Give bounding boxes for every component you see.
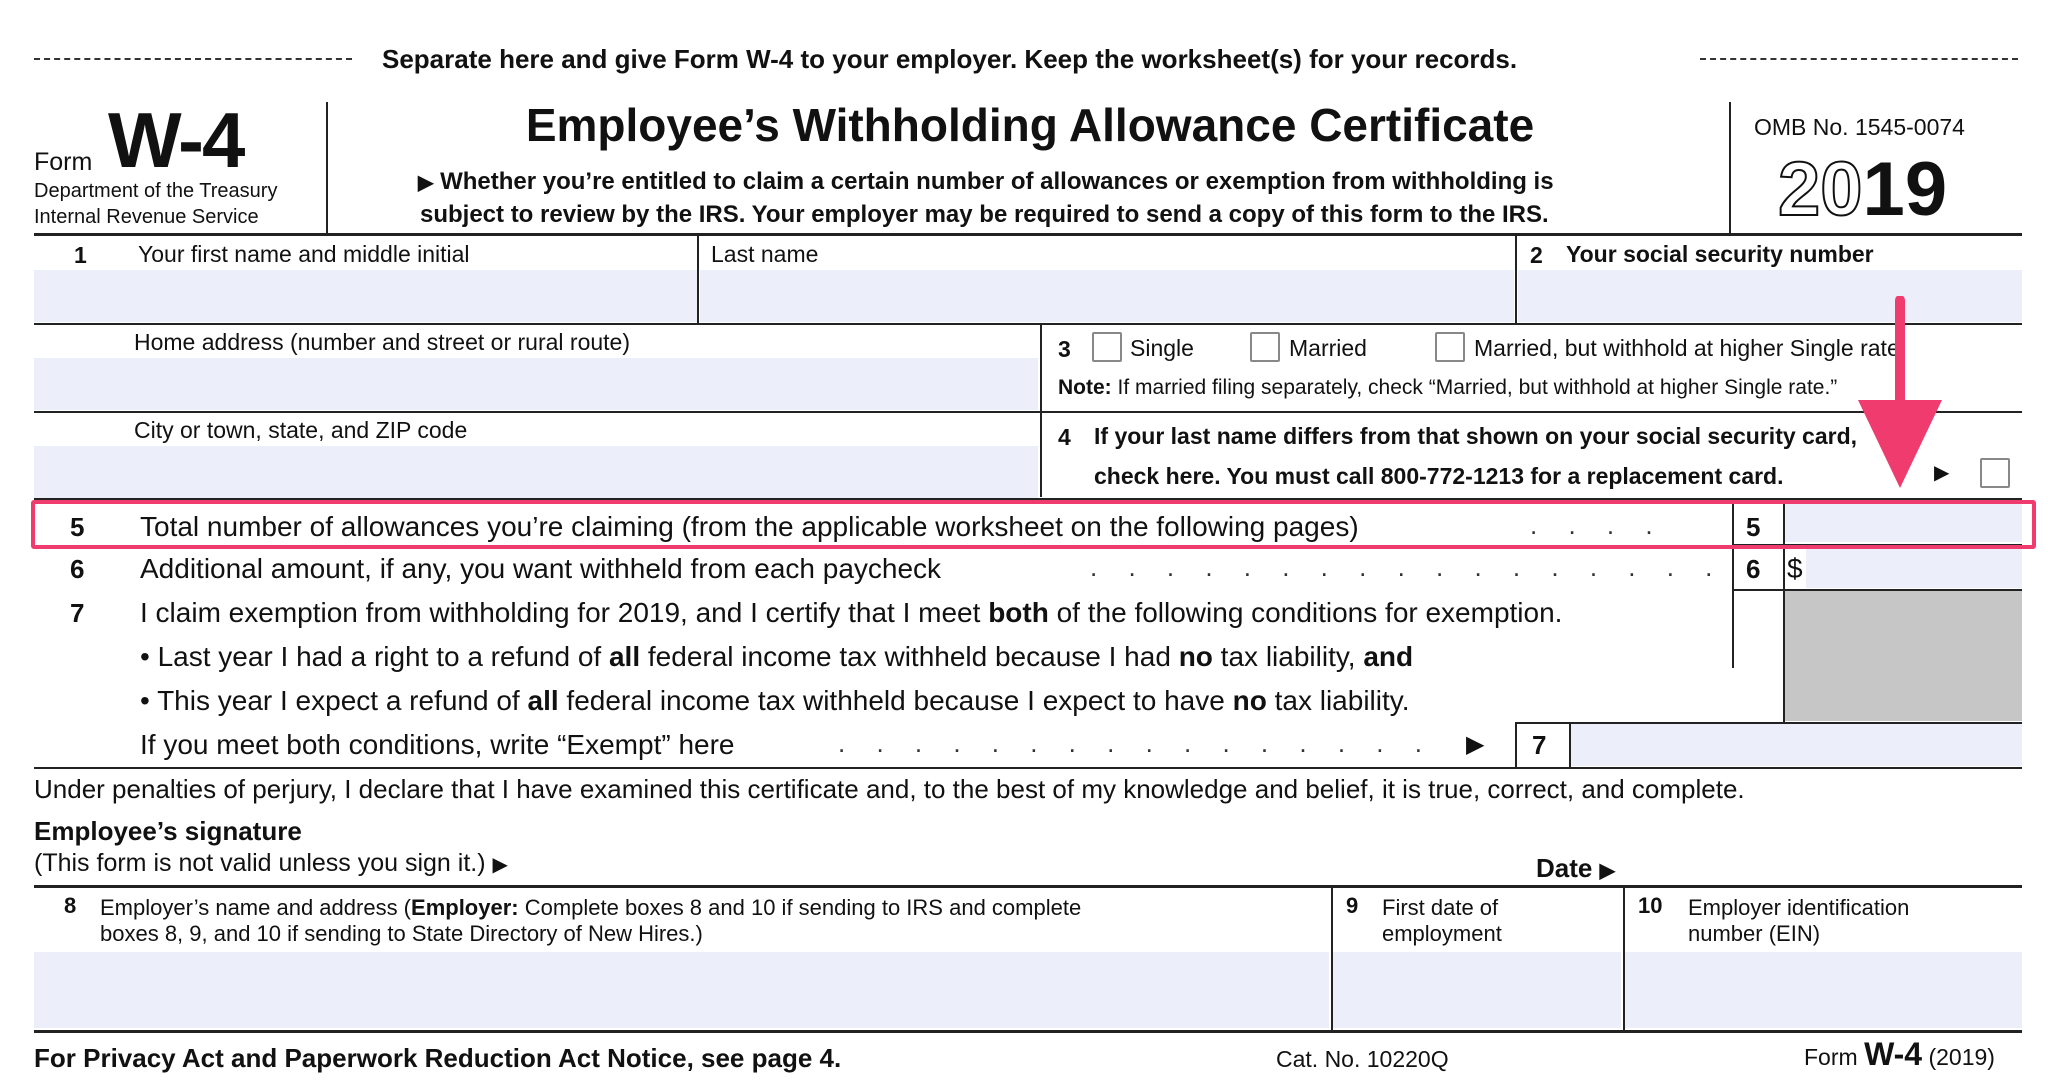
header-bottom-rule <box>34 233 2022 236</box>
privacy-notice: For Privacy Act and Paperwork Reduction Act Notice, see page 4. <box>34 1043 842 1073</box>
signature-arrow-icon: ▶ <box>492 854 508 876</box>
date-field[interactable] <box>1640 840 2020 884</box>
line1-bottom-rule <box>34 323 2022 325</box>
city-state-zip-input[interactable] <box>34 446 1038 498</box>
ssn-label: Your social security number <box>1566 241 1874 267</box>
line-4-number: 4 <box>1058 424 1071 450</box>
header-subtitle-2: subject to review by the IRS. Your employer may be required to send a copy of this form to the IRS. <box>420 201 1549 228</box>
line7-bottom-rule <box>34 767 2022 769</box>
line-7-number: 7 <box>70 598 85 628</box>
employer-name-address-input[interactable] <box>34 952 1329 1028</box>
line-10-text-2: number (EIN) <box>1688 921 1821 946</box>
omb-number: OMB No. 1545-0074 <box>1754 114 1965 140</box>
header-divider-left <box>326 102 328 234</box>
line1-divider-b <box>1515 235 1517 323</box>
name-differs-checkbox[interactable] <box>1980 458 2010 488</box>
married-label: Married <box>1289 335 1367 361</box>
line-9-text-1: First date of <box>1382 895 1499 920</box>
line-7-intro: I claim exemption from withholding for 2019, and I certify that I meet both of the following conditions for exemption. <box>140 597 1563 628</box>
top-banner: Separate here and give Form W-4 to your employer. Keep the worksheet(s) for your records. <box>382 44 1518 74</box>
additional-amount-input[interactable] <box>1806 546 2022 588</box>
address-bottom-rule <box>34 411 2022 413</box>
line-1-number: 1 <box>74 242 87 268</box>
line-6-text: Additional amount, if any, you want withheld from each paycheck <box>140 553 942 584</box>
married-higher-rate-label: Married, but withhold at higher Single rate. <box>1474 335 1907 361</box>
line-7-exempt-text: If you meet both conditions, write “Exempt” here <box>140 729 735 760</box>
line-9-text-2: employment <box>1382 921 1502 946</box>
triangle-right-icon: ▶ <box>418 172 434 194</box>
married-checkbox[interactable] <box>1250 332 1280 362</box>
ein-input[interactable] <box>1625 952 2022 1028</box>
currency-sign: $ <box>1787 553 1803 584</box>
line-8-text-2: boxes 8, 9, and 10 if sending to State Directory of New Hires.) <box>100 921 703 946</box>
pointer-arrow-icon <box>1852 296 1948 492</box>
home-address-input[interactable] <box>34 358 1038 410</box>
tax-year-outline: 20 <box>1778 147 1863 232</box>
city-state-zip-label: City or town, state, and ZIP code <box>134 417 468 443</box>
first-name-input[interactable] <box>34 270 698 322</box>
tax-year <box>1778 147 1948 232</box>
line1-divider-a <box>697 235 699 323</box>
last-name-label: Last name <box>711 241 819 267</box>
cut-line-left <box>34 58 352 60</box>
line-4-arrow-icon: ▶ <box>1934 462 1950 484</box>
first-date-employment-input[interactable] <box>1333 952 1621 1028</box>
single-checkbox[interactable] <box>1092 332 1122 362</box>
line-5-highlight-box <box>31 500 2036 549</box>
line-8-text-1: Employer’s name and address (Employer: Complete boxes 8 and 10 if sending to IRS and complete <box>100 895 1082 920</box>
line-4-text-2: check here. You must call 800-772-1213 for a replacement card. <box>1094 463 1784 489</box>
line-5-box-number: 5 <box>1746 512 1761 542</box>
header-divider-right <box>1729 102 1731 234</box>
line-6-leader: . . . . . . . . . . . . . . . . . <box>1090 552 1725 582</box>
line-6-box-number: 6 <box>1746 554 1761 584</box>
line-10-number: 10 <box>1638 893 1663 918</box>
signature-bottom-rule <box>34 885 2022 888</box>
dept-treasury: Department of the Treasury <box>34 180 278 202</box>
cut-line-right <box>1700 58 2018 60</box>
signature-note: (This form is not valid unless you sign it.) ▶ <box>34 849 508 877</box>
line7-box-divider-a <box>1515 722 1517 768</box>
catalog-number: Cat. No. 10220Q <box>1276 1046 1449 1072</box>
first-name-label: Your first name and middle initial <box>138 241 470 267</box>
last-name-input[interactable] <box>700 270 1514 322</box>
form-title: Employee’s Withholding Allowance Certificate <box>525 99 1535 151</box>
line-6-number: 6 <box>70 554 85 584</box>
perjury-statement: Under penalties of perjury, I declare that I have examined this certificate and, to the best of my knowledge and belief, it is true, correct, and complete. <box>34 774 1745 804</box>
signature-label: Employee’s signature <box>34 816 302 846</box>
line-5-text: Total number of allowances you’re claiming (from the applicable worksheet on the following pages) <box>140 511 1359 542</box>
line-5-leader: . . . . <box>1530 510 1665 540</box>
single-label: Single <box>1130 335 1194 361</box>
exempt-input[interactable] <box>1571 724 2022 766</box>
line-9-number: 9 <box>1346 893 1359 918</box>
form-number: W-4 <box>108 96 244 184</box>
home-address-label: Home address (number and street or rural route) <box>134 329 630 355</box>
boxes-bottom-rule <box>34 1030 2022 1033</box>
tax-year-bold: 19 <box>1862 147 1948 232</box>
line-2-number: 2 <box>1530 242 1543 268</box>
line-4-text-1: If your last name differs from that shown on your social security card, <box>1094 423 1858 449</box>
line-7-bullet-1: • Last year I had a right to a refund of all federal income tax withheld because I had no tax liability, and <box>140 641 1414 672</box>
line-10-text-1: Employer identification <box>1688 895 1910 920</box>
line-3-note: Note: If married filing separately, check “Married, but withhold at higher Single rate.” <box>1058 376 1838 399</box>
footer-form-id: Form W-4 (2019) <box>1804 1036 1995 1072</box>
line-7-box-number: 7 <box>1532 730 1547 760</box>
shaded-block <box>1785 591 2022 721</box>
line-5-number: 5 <box>70 512 85 542</box>
married-higher-rate-checkbox[interactable] <box>1435 332 1465 362</box>
form-label: Form <box>34 148 93 176</box>
line-7-leader: . . . . . . . . . . . . . . . . <box>838 728 1434 758</box>
header-subtitle-1: ▶ Whether you’re entitled to claim a certain number of allowances or exemption from withholding is <box>418 168 1554 195</box>
line-7-arrow-icon: ▶ <box>1466 731 1485 758</box>
line-3-number: 3 <box>1058 336 1071 362</box>
date-label: Date ▶ <box>1536 853 1615 883</box>
line-8-number: 8 <box>64 893 77 918</box>
date-arrow-icon: ▶ <box>1599 860 1615 882</box>
irs-name: Internal Revenue Service <box>34 206 259 228</box>
signature-field[interactable] <box>600 820 1500 880</box>
line-7-bullet-2: • This year I expect a refund of all federal income tax withheld because I expect to have no tax liability. <box>140 685 1410 716</box>
